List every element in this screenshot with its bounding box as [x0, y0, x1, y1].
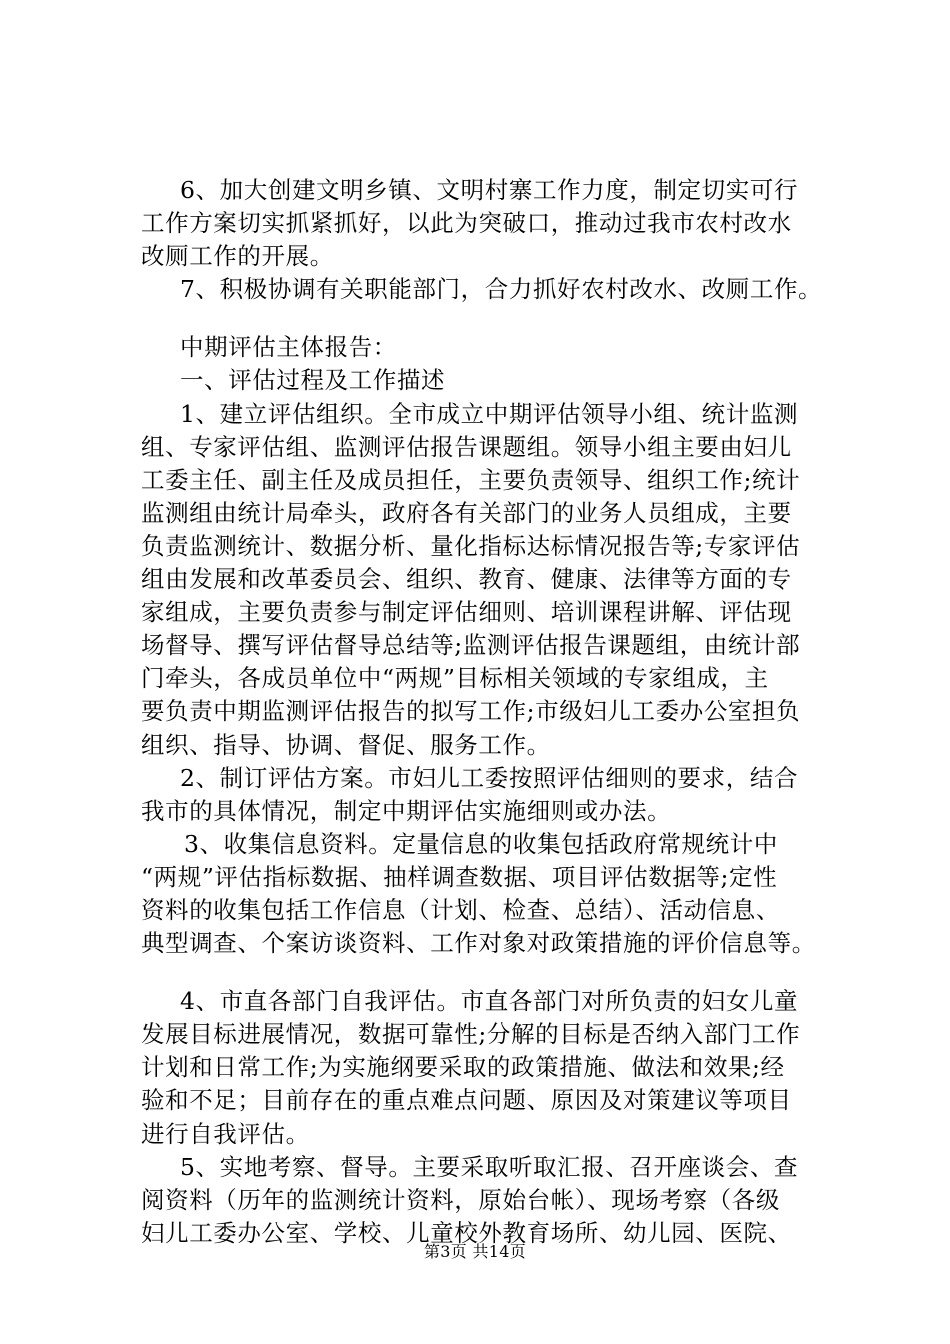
- paragraph-item-1: [141, 398, 846, 762]
- text-line: 我市的具体情况，制定中期评估实施细则或办法。: [141, 796, 672, 825]
- text-line: 7、积极协调有关职能部门，合力抓好农村改水、改厕工作。: [180, 275, 823, 304]
- paragraph-item-3: [141, 828, 846, 960]
- text-line: 资料的收集包括工作信息（计划、检查、总结）、活动信息、: [141, 895, 780, 924]
- paragraph-item-5: [141, 1151, 846, 1250]
- text-line: 2、制订评估方案。市妇儿工委按照评估细则的要求，结合: [180, 763, 799, 792]
- text-line: 1、建立评估组织。全市成立中期评估领导小组、统计监测: [180, 399, 799, 428]
- paragraph-item-7: [141, 273, 846, 306]
- paragraph-gap: [141, 306, 846, 331]
- text-line: 进行自我评估。: [141, 1119, 310, 1148]
- document-body: [141, 174, 846, 1250]
- text-line: 工委主任、副主任及成员担任，主要负责领导、组织工作;统计: [141, 465, 801, 494]
- text-line: 要负责中期监测评估报告的拟写工作;市级妇儿工委办公室担负: [141, 697, 801, 726]
- paragraph-item-6: [141, 174, 846, 273]
- text-line: 阅资料（历年的监测统计资料，原始台帐）、现场考察（各级: [141, 1185, 780, 1214]
- text-line: 计划和日常工作;为实施纲要采取的政策措施、做法和效果;经: [141, 1053, 785, 1082]
- text-line: 场督导、撰写评估督导总结等;监测评估报告课题组，由统计部: [141, 631, 801, 660]
- section-heading: 一、评估过程及工作描述: [180, 366, 446, 395]
- text-line: “两规”评估指标数据、抽样调查数据、项目评估数据等;定性: [141, 862, 778, 891]
- text-line: 4、市直各部门自我评估。市直各部门对所负责的妇女儿童: [180, 987, 799, 1016]
- text-line: 典型调查、个案访谈资料、工作对象对政策措施的评价信息等。: [141, 929, 816, 958]
- text-line: 负责监测统计、数据分析、量化指标达标情况报告等;专家评估: [141, 531, 801, 560]
- paragraph-gap: [141, 960, 846, 985]
- text-line: 家组成，主要负责参与制定评估细则、培训课程讲解、评估现: [141, 598, 792, 627]
- paragraph-item-4: [141, 985, 846, 1150]
- text-line: 5、实地考察、督导。主要采取听取汇报、召开座谈会、查: [180, 1152, 799, 1181]
- text-line: 6、加大创建文明乡镇、文明村寨工作力度，制定切实可行: [180, 176, 799, 204]
- text-line: 门牵头，各成员单位中“两规”目标相关领域的专家组成，主: [141, 664, 769, 693]
- text-line: 妇儿工委办公室、学校、儿童校外教育场所、幼儿园、医院、: [141, 1218, 792, 1247]
- text-line: 组由发展和改革委员会、组织、教育、健康、法律等方面的专: [141, 565, 792, 594]
- text-line: 监测组由统计局牵头，政府各有关部门的业务人员组成，主要: [141, 498, 792, 527]
- text-line: 3、收集信息资料。定量信息的收集包括政府常规统计中: [184, 829, 778, 858]
- report-title: 中期评估主体报告：: [180, 333, 397, 362]
- text-line: 组织、指导、协调、督促、服务工作。: [141, 730, 551, 759]
- text-line: 工作方案切实抓紧抓好，以此为突破口，推动过我市农村改水: [141, 209, 792, 238]
- text-line: 发展目标进展情况，数据可靠性;分解的目标是否纳入部门工作: [141, 1020, 801, 1049]
- text-line: 改厕工作的开展。: [141, 242, 334, 271]
- paragraph-item-2: [141, 762, 846, 828]
- text-line: 组、专家评估组、监测评估报告课题组。领导小组主要由妇儿: [141, 432, 792, 461]
- text-line: 验和不足；目前存在的重点难点问题、原因及对策建议等项目: [141, 1086, 792, 1115]
- page-footer: 第3页 共14页: [423, 1242, 527, 1261]
